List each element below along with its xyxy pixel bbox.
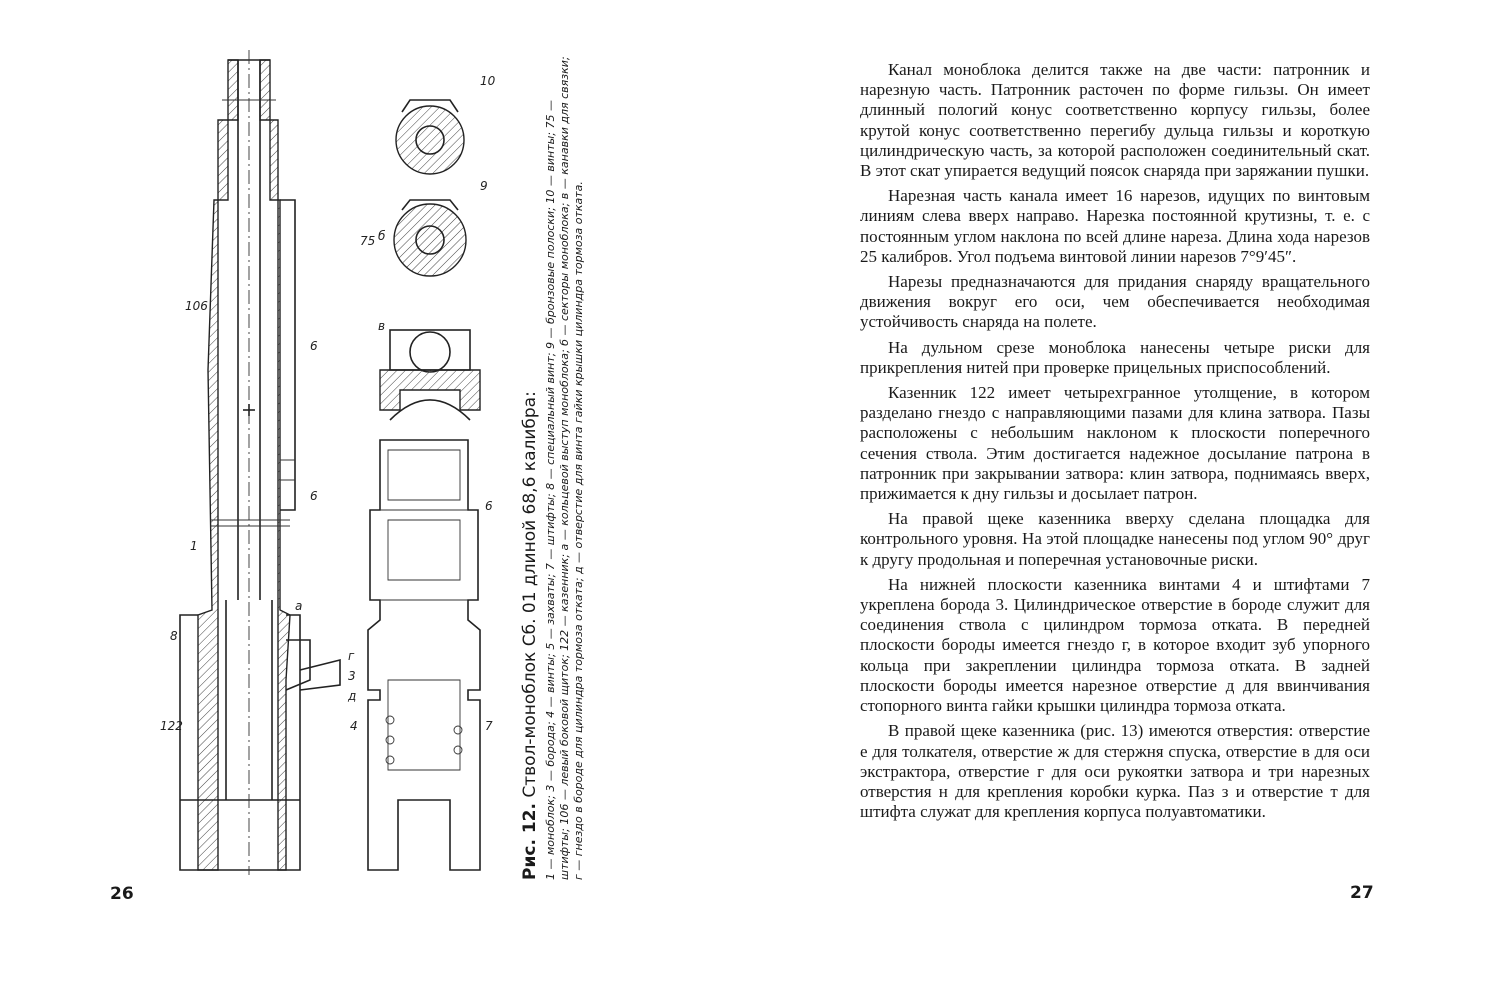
label-9: 9 — [480, 179, 488, 193]
paragraph-3: Нарезы предназначаются для придания снаряду вращательного движения вокруг его оси, чем обеспечивается необходимая устойчивость снаряда на полете. — [860, 272, 1370, 332]
barrel-longitudinal-section — [180, 50, 340, 875]
label-g: г — [348, 649, 355, 663]
label-6c: 6 — [485, 499, 493, 513]
page-number-left: 26 — [110, 884, 134, 904]
caption-legend: 1 — моноблок; 3 — борода; 4 — винты; 5 — захваты; 7 — штифты; 8 — специальный винт; 9 — бронзовые полоски; 10 — винты; 75 — штифты; 106 — левый боковой щиток; 122 — казенник; а — кольцевой выступ моноблока; б — секторы моноблока; в — канавки для связки; г — гнездо в бороде для цилиндра тормоза отката; д — отверстие для винта гайки крышки цилиндра тормоза отката. — [544, 56, 585, 880]
right-page — [860, 60, 1370, 822]
label-7: 7 — [485, 719, 493, 733]
cross-sections — [380, 100, 480, 420]
breech-view — [368, 440, 480, 870]
label-1: 1 — [190, 539, 198, 553]
label-a: а — [295, 599, 303, 613]
label-v: в — [378, 319, 386, 333]
label-122: 122 — [160, 719, 183, 733]
label-d: д — [348, 689, 357, 703]
paragraph-6: На правой щеке казенника вверху сделана площадка для контрольного уровня. На этой площадке нанесены под углом 90° друг к другу продольная и поперечная установочные риски. — [860, 509, 1370, 569]
paragraph-5: Казенник 122 имеет четырехгранное утолщение, в котором разделано гнездо с направляющими пазами для клина затвора. Пазы расположены с небольшим наклоном к плоскости поперечного сечения ствола. Этим достигается надежное досылание патрона в патронник при закрывании затвора: клин затвора, поднимаясь вверх, прижимается к дну гильзы и досылает патрон. — [860, 383, 1370, 504]
paragraph-2: Нарезная часть канала имеет 16 нарезов, идущих по винтовым линиям слева вверх направо. Нарезка постоянной крутизны, т. е. с постоянным углом наклона по всей длине нареза. Длина хода нарезов 25 калибров. Угол подъема винтовой линии нарезов 7°9′45″. — [860, 186, 1370, 266]
caption-title — [520, 50, 540, 880]
text-body — [860, 60, 1370, 822]
label-4: 4 — [350, 719, 358, 733]
caption-title-text: Ствол-моноблок Сб. 01 длиной 68,6 калибра: — [520, 391, 540, 798]
label-8: 8 — [170, 629, 178, 643]
label-10: 10 — [480, 74, 496, 88]
label-6b: 6 — [310, 489, 318, 503]
paragraph-7: На нижней плоскости казенника винтами 4 и штифтами 7 укреплена борода 3. Цилиндрическое отверстие в бороде служит для соединения ствола с цилиндром тормоза отката. В передней плоскости бороды имеется гнездо г, в которое входит зуб упорного кольца при закреплении цилиндра тормоза отката. В задней плоскости бороды имеется нарезное отверстие д для ввинчивания стопорного винта гайки крышки цилиндра тормоза отката. — [860, 574, 1370, 716]
barrel-drawing — [150, 40, 550, 880]
label-106: 106 — [185, 299, 208, 313]
label-75: 75 — [360, 234, 376, 248]
paragraph-4: На дульном срезе моноблока нанесены четыре риски для прикрепления нитей при проверке прицельных приспособлений. — [860, 337, 1370, 377]
label-6a: 6 — [310, 339, 318, 353]
caption-fig-number: Рис. 12. — [520, 803, 540, 880]
label-3: 3 — [348, 669, 356, 683]
label-b: б — [378, 229, 386, 243]
figure-caption — [520, 50, 590, 880]
paragraph-8: В правой щеке казенника (рис. 13) имеются отверстия: отверстие е для толкателя, отверстие ж для стержня спуска, отверстие в для оси экстрактора, отверстие г для оси рукоятки затвора и три нарезных отверстия н для крепления коробки курка. Паз з и отверстие т для штифта служат для крепления корпуса полуавтоматики. — [860, 721, 1370, 822]
page-number-right: 27 — [1350, 883, 1374, 903]
paragraph-1: Канал моноблока делится также на две части: патронник и нарезную часть. Патронник расточен по форме гильзы. Он имеет длинный пологий конус соответственно корпусу гильзы, более крутой конус соответственно перегибу дульца гильзы и короткую цилиндрическую часть, за которой расположен соединительный скат. В этот скат упирается ведущий поясок снаряда при заряжании пушки. — [860, 60, 1370, 181]
